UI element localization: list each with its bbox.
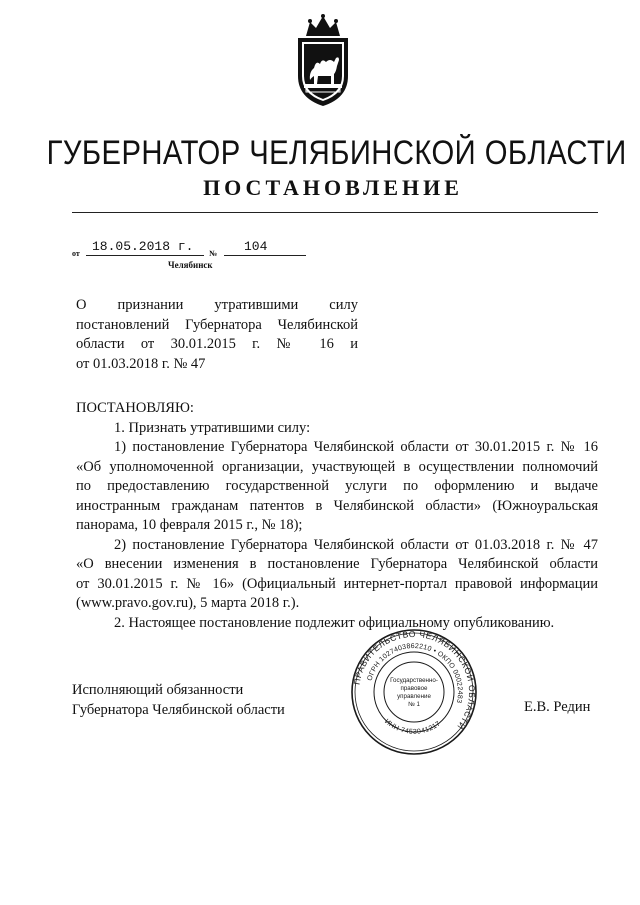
svg-text:ИНН 7453041217 xyxy=(383,718,442,736)
item-1-1-line: 1) постановление Губернатора Челябинской области от 30.01.2015 г. № 16 xyxy=(114,439,598,455)
signatory-position-line: Исполняющий обязанности xyxy=(72,682,244,698)
signatory-position-line: Губернатора Челябинской области xyxy=(72,701,285,718)
item-1-heading: 1. Признать утратившими силу: xyxy=(114,419,311,436)
signatory-position xyxy=(72,681,285,720)
subject-line: О признании утратившими силу xyxy=(76,297,358,313)
item-1-1-line: иностранным гражданам патентов в Челябинской области» (Южноуральская xyxy=(76,497,598,514)
subject-line: области от 30.01.2015 г. № 16 и xyxy=(76,336,358,352)
stamp-center-line: правовое xyxy=(400,685,428,692)
item-2: 2. Настоящее постановление подлежит официальному опубликованию. xyxy=(114,614,555,631)
signatory-name: Е.В. Редин xyxy=(524,699,591,715)
date-prefix-label: от xyxy=(72,249,80,258)
stamp-outer-text: ПРАВИТЕЛЬСТВО ЧЕЛЯБИНСКОЙ ОБЛАСТИ xyxy=(351,628,478,732)
document-subject xyxy=(76,296,358,374)
document-date: 18.05.2018 г. xyxy=(86,239,204,256)
item-1-2-line: «О внесении изменения в постановление Губернатора Челябинской области xyxy=(76,556,598,572)
document-type-title: ПОСТАНОВЛЕНИЕ xyxy=(203,175,463,200)
stamp-inn-text: ИНН 7453041217 xyxy=(383,718,443,736)
document-body xyxy=(76,399,598,633)
number-prefix-label: № xyxy=(209,249,218,258)
city-label: Челябинск xyxy=(168,260,213,270)
item-1-2-line: 2) постановление Губернатора Челябинской области от 01.03.2018 г. № 47 xyxy=(114,536,598,553)
header-divider xyxy=(72,212,598,213)
item-1-1-line: «Об уполномоченной организации, участвующей в осуществлении полномочий xyxy=(76,458,598,475)
subject-line: постановлений Губернатора Челябинской xyxy=(76,316,358,333)
stamp-registration-text: ОГРН 1027403862210 • ОКПО 00022483 xyxy=(366,642,464,704)
stamp-center-line: управление xyxy=(397,693,431,700)
item-1-2-line: (www.pravo.gov.ru), 5 марта 2018 г.). xyxy=(76,595,300,611)
official-seal-stamp xyxy=(350,628,478,756)
stamp-center-line: № 1 xyxy=(408,701,420,708)
stamp-center-line: Государственно- xyxy=(390,677,438,684)
coat-of-arms-emblem xyxy=(292,14,354,108)
item-1-1-line: по предоставлению государственной услуги по оформлению и выдаче xyxy=(76,478,598,494)
org-title: ГУБЕРНАТОР ЧЕЛЯБИНСКОЙ ОБЛАСТИ xyxy=(46,134,627,172)
decree-word: ПОСТАНОВЛЯЮ: xyxy=(76,400,194,416)
item-1-2-line: от 30.01.2015 г. № 16» (Официальный интернет-портал правовой информации xyxy=(76,575,598,592)
subject-line: от 01.03.2018 г. № 47 xyxy=(76,355,206,372)
document-number: 104 xyxy=(224,239,306,256)
item-1-1-line: панорама, 10 февраля 2015 г., № 18); xyxy=(76,517,303,533)
